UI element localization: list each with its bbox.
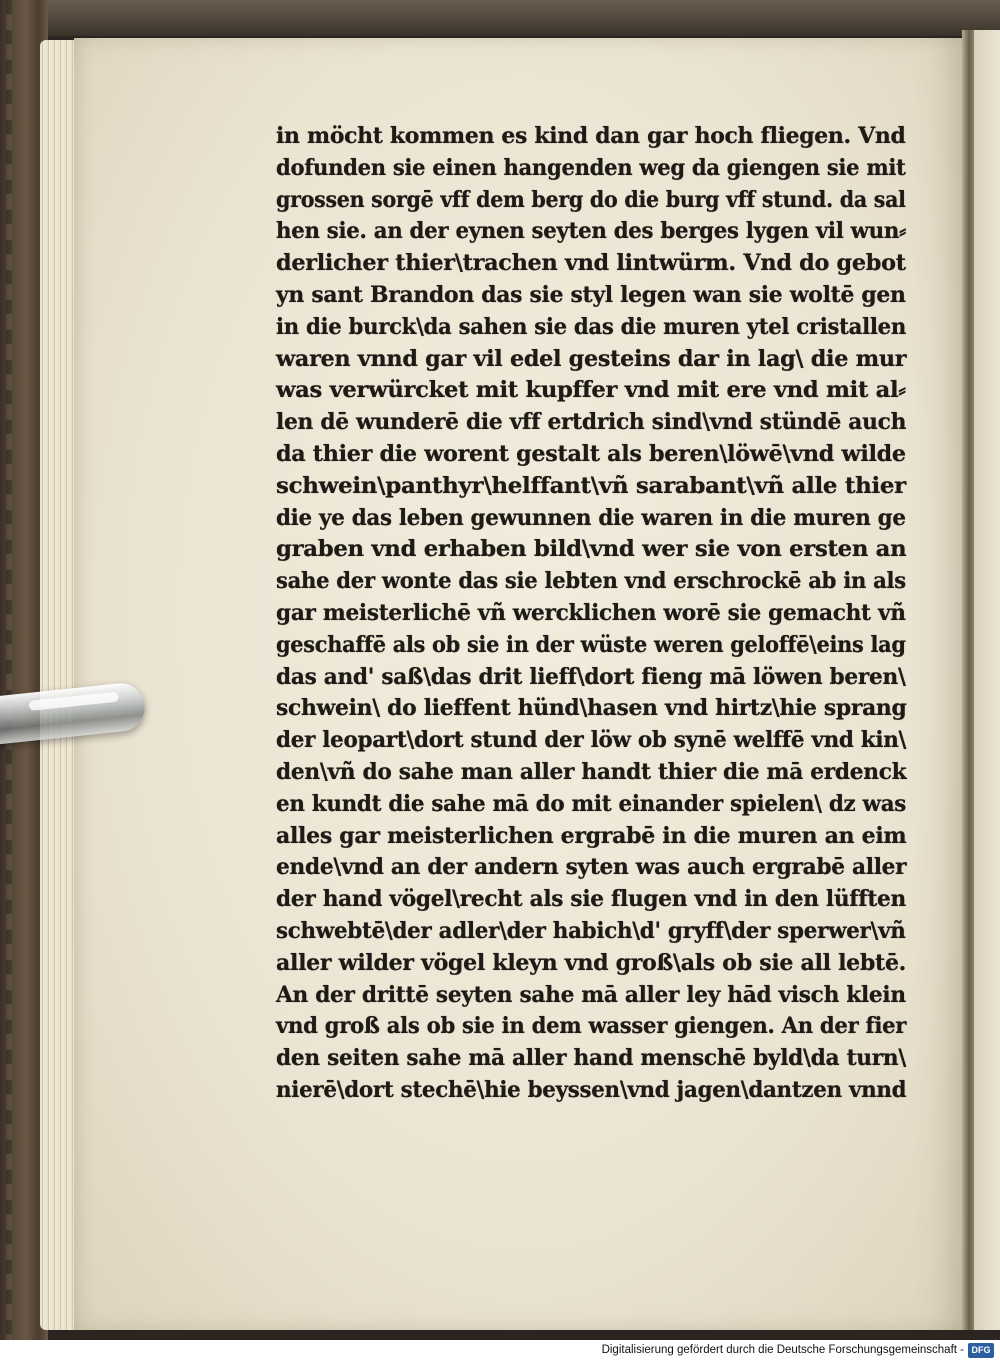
text-line: der hand vögel\recht als sie flugen vnd in den lüfften xyxy=(276,886,906,913)
text-line: ende\vnd an der andern syten was auch ergrabē aller xyxy=(276,854,907,881)
text-line: dofunden sie einen hangenden weg da giengen sie mit xyxy=(276,154,906,181)
text-line: in die burck\da sahen sie das die muren ytel cristallen xyxy=(276,313,906,340)
footer-bar xyxy=(0,1340,1000,1362)
text-line: aller wilder vögel kleyn vnd groß\als ob sie all lebtē. xyxy=(276,949,907,976)
text-line: waren vnnd gar vil edel gesteins dar in lag\ die mur xyxy=(276,345,907,372)
text-line: schwein\panthyr\helffant\vñ sarabant\vñ alle thier xyxy=(276,472,906,499)
text-line: schwein\ do lieffent hünd\hasen vnd hirtz\hie sprang xyxy=(276,695,907,722)
text-line: vnd groß als ob sie in dem wasser giengen. An der fier xyxy=(276,1013,907,1040)
text-line: hen sie. an der eynen seyten des berges lygen vil wun⸗ xyxy=(276,218,906,245)
text-line: yn sant Brandon das sie styl legen wan sie woltē gen xyxy=(276,281,906,308)
dfg-logo: DFG xyxy=(968,1343,994,1358)
text-line: in möcht kommen es kind dan gar hoch fliegen. Vnd xyxy=(276,123,906,149)
text-line: en kundt die sahe mā do mit einander spielen\ dz was xyxy=(276,790,907,817)
text-line: das and' saß\das drit lieff\dort fieng mā löwen beren\ xyxy=(276,663,906,690)
text-line: was verwürcket mit kupffer vnd mit ere vnd mit al⸗ xyxy=(276,377,906,404)
text-line: den\vñ do sahe man aller handt thier die mā erdenck xyxy=(276,758,907,785)
text-line: alles gar meisterlichen ergrabē in die muren an eim xyxy=(276,822,907,849)
text-line: len dē wunderē die vff ertdrich sind\vnd stündē auch xyxy=(276,409,907,436)
text-line: schwebtē\der adler\der habich\d' gryff\der sperwer\vñ xyxy=(276,917,906,944)
text-line: gar meisterlichē vñ wercklichen worē sie gemacht vñ xyxy=(276,599,906,626)
background-strip xyxy=(48,0,1000,36)
page-text-block xyxy=(276,121,908,1107)
text-line: nierē\dort stechē\hie beyssen\vnd jagen\dantzen vnnd xyxy=(276,1076,907,1103)
text-line: den seiten sahe mā aller hand menschē byld\da turn\ xyxy=(276,1045,906,1072)
text-line: der leopart\dort stund der löw ob synē welffē vnd kin\ xyxy=(276,727,907,754)
facing-page-edge xyxy=(974,30,1000,1330)
text-line: die ye das leben gewunnen die waren in die muren ge xyxy=(276,504,906,531)
text-line: geschaffē als ob sie in der wüste weren geloffē\eins lag xyxy=(276,631,906,658)
funding-credit: Digitalisierung gefördert durch die Deutsche Forschungsgemeinschaft - xyxy=(601,1344,964,1356)
text-line: grossen sorgē vff dem berg do die burg vff stund. da sal xyxy=(276,186,906,213)
text-line: da thier die worent gestalt als beren\löwē\vnd wilde xyxy=(276,440,906,467)
text-line: graben vnd erhaben bild\vnd wer sie von ersten an xyxy=(276,536,907,563)
text-line: sahe der wonte das sie lebten vnd erschrockē ab in als xyxy=(276,568,906,595)
text-line: An der drittē seyten sahe mā aller ley hād visch klein xyxy=(276,981,906,1008)
text-line: derlicher thier\trachen vnd lintwürm. Vnd do gebot xyxy=(276,250,906,277)
